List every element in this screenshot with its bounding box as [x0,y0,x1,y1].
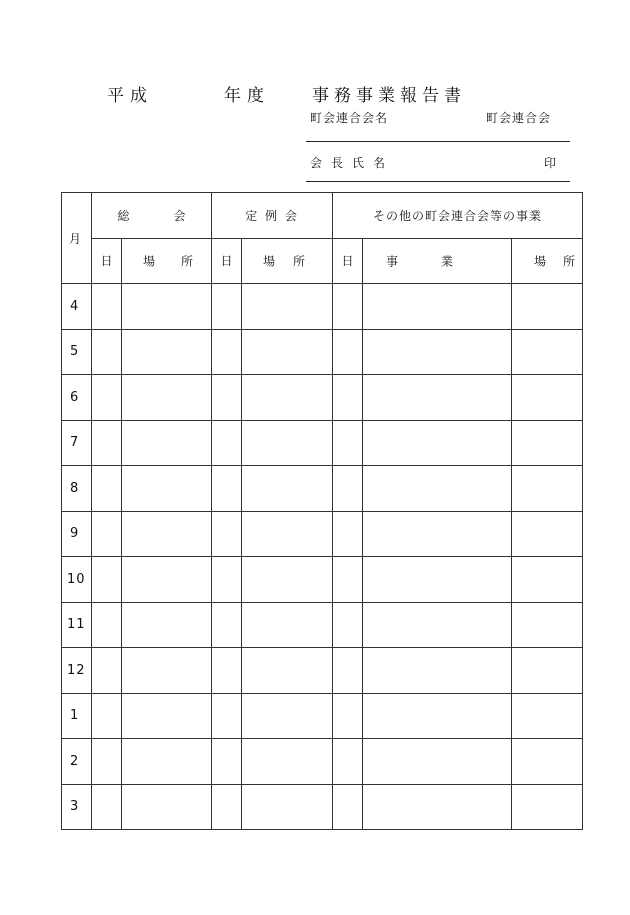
other-place-header [512,238,583,284]
president-name-line [306,181,570,182]
regular-place-cell[interactable] [242,511,333,557]
other-day-cell[interactable] [333,511,363,557]
table-row [62,375,583,421]
table-header-row [62,193,583,239]
table-row [62,329,583,375]
regular-day-cell[interactable] [212,739,242,785]
general-day-cell[interactable] [92,511,122,557]
month-cell: 6 [62,375,92,421]
general-meeting-header-right: 会 [173,208,186,223]
table-row [62,466,583,512]
regular-day-cell[interactable] [212,557,242,603]
general-day-cell[interactable] [92,420,122,466]
table-row [62,511,583,557]
general-place-cell[interactable] [122,739,212,785]
regular-place-header-a: 場 [263,254,276,269]
regular-place-cell[interactable] [242,602,333,648]
general-day-cell[interactable] [92,648,122,694]
general-day-header: 日 [92,238,122,284]
general-place-cell[interactable] [122,784,212,830]
other-day-cell[interactable] [333,739,363,785]
seal-mark: 印 [544,156,557,170]
other-place-cell[interactable] [512,784,583,830]
month-cell: 5 [62,329,92,375]
general-place-header-b: 所 [181,254,194,269]
other-day-cell[interactable] [333,648,363,694]
other-day-cell[interactable] [333,329,363,375]
regular-place-cell[interactable] [242,784,333,830]
month-cell: 2 [62,739,92,785]
month-cell: 4 [62,284,92,330]
table-row [62,693,583,739]
month-cell: 12 [62,648,92,694]
general-meeting-header-left: 総 [117,208,130,223]
other-place-cell[interactable] [512,739,583,785]
general-place-cell[interactable] [122,329,212,375]
general-place-cell[interactable] [122,693,212,739]
other-project-header-a: 事 [386,254,399,269]
other-place-cell[interactable] [512,602,583,648]
regular-day-cell[interactable] [212,329,242,375]
other-place-cell[interactable] [512,693,583,739]
regular-day-header: 日 [212,238,242,284]
other-project-header-b: 業 [441,254,454,269]
other-place-cell[interactable] [512,375,583,421]
regular-place-header [242,238,333,284]
other-place-cell[interactable] [512,420,583,466]
general-day-cell[interactable] [92,466,122,512]
org-name-line [306,141,570,142]
other-day-cell[interactable] [333,420,363,466]
regular-place-header-b: 所 [293,254,306,269]
org-name-label: 町会連合会名 [310,111,389,125]
table-row [62,557,583,603]
other-project-cell[interactable] [363,693,512,739]
other-place-header-a: 場 [534,254,547,269]
regular-place-cell[interactable] [242,329,333,375]
general-place-cell[interactable] [122,284,212,330]
other-project-cell[interactable] [363,420,512,466]
regular-place-cell[interactable] [242,557,333,603]
regular-day-cell[interactable] [212,784,242,830]
month-cell: 10 [62,557,92,603]
general-place-header-a: 場 [143,254,156,269]
regular-day-cell[interactable] [212,648,242,694]
other-project-cell[interactable] [363,784,512,830]
table-subheader-row [62,238,583,284]
title-report: 事務事業報告書 [312,86,466,106]
general-day-cell[interactable] [92,284,122,330]
general-place-cell[interactable] [122,420,212,466]
month-rows [62,284,583,830]
other-place-header-b: 所 [563,254,576,269]
other-day-cell[interactable] [333,375,363,421]
month-cell: 11 [62,602,92,648]
other-project-cell[interactable] [363,648,512,694]
general-place-cell[interactable] [122,602,212,648]
regular-day-cell[interactable] [212,602,242,648]
regular-place-cell[interactable] [242,375,333,421]
other-project-cell[interactable] [363,375,512,421]
general-meeting-header [92,193,212,239]
regular-meeting-header: 定 例 会 [212,193,333,239]
general-place-cell[interactable] [122,511,212,557]
regular-day-cell[interactable] [212,420,242,466]
report-table [61,192,583,830]
other-place-cell[interactable] [512,329,583,375]
regular-day-cell[interactable] [212,466,242,512]
table-row [62,648,583,694]
general-place-cell[interactable] [122,466,212,512]
other-projects-header: その他の町会連合会等の事業 [333,193,583,239]
general-place-header [122,238,212,284]
regular-day-cell[interactable] [212,511,242,557]
other-day-header: 日 [333,238,363,284]
president-name-label: 会長氏名 [310,156,395,170]
regular-place-cell[interactable] [242,466,333,512]
other-place-cell[interactable] [512,557,583,603]
month-cell: 7 [62,420,92,466]
org-name-value: 町会連合会 [486,111,552,125]
other-place-cell[interactable] [512,466,583,512]
other-day-cell[interactable] [333,602,363,648]
regular-place-cell[interactable] [242,420,333,466]
table-row [62,739,583,785]
other-project-cell[interactable] [363,284,512,330]
regular-place-cell[interactable] [242,648,333,694]
other-project-cell[interactable] [363,329,512,375]
regular-day-cell[interactable] [212,693,242,739]
other-day-cell[interactable] [333,284,363,330]
table-row [62,784,583,830]
other-place-cell[interactable] [512,284,583,330]
general-day-cell[interactable] [92,329,122,375]
general-day-cell[interactable] [92,557,122,603]
other-day-cell[interactable] [333,466,363,512]
regular-day-cell[interactable] [212,375,242,421]
general-day-cell[interactable] [92,375,122,421]
month-cell: 1 [62,693,92,739]
other-day-cell[interactable] [333,784,363,830]
regular-day-cell[interactable] [212,284,242,330]
regular-place-cell[interactable] [242,284,333,330]
other-day-cell[interactable] [333,557,363,603]
general-day-cell[interactable] [92,693,122,739]
other-project-cell[interactable] [363,739,512,785]
other-project-cell[interactable] [363,466,512,512]
month-cell: 9 [62,511,92,557]
regular-place-cell[interactable] [242,693,333,739]
other-project-header [363,238,512,284]
other-place-cell[interactable] [512,511,583,557]
title-nendo: 年度 [224,86,270,106]
other-place-cell[interactable] [512,648,583,694]
table-row [62,284,583,330]
general-day-cell[interactable] [92,602,122,648]
month-header: 月 [62,193,92,284]
other-project-cell[interactable] [363,557,512,603]
regular-place-cell[interactable] [242,739,333,785]
other-project-cell[interactable] [363,602,512,648]
general-place-cell[interactable] [122,648,212,694]
general-place-cell[interactable] [122,375,212,421]
other-project-cell[interactable] [363,511,512,557]
general-day-cell[interactable] [92,739,122,785]
general-place-cell[interactable] [122,557,212,603]
general-day-cell[interactable] [92,784,122,830]
other-day-cell[interactable] [333,693,363,739]
month-cell: 8 [62,466,92,512]
month-cell: 3 [62,784,92,830]
table-row [62,420,583,466]
title-heisei: 平成 [107,86,153,106]
table-row [62,602,583,648]
